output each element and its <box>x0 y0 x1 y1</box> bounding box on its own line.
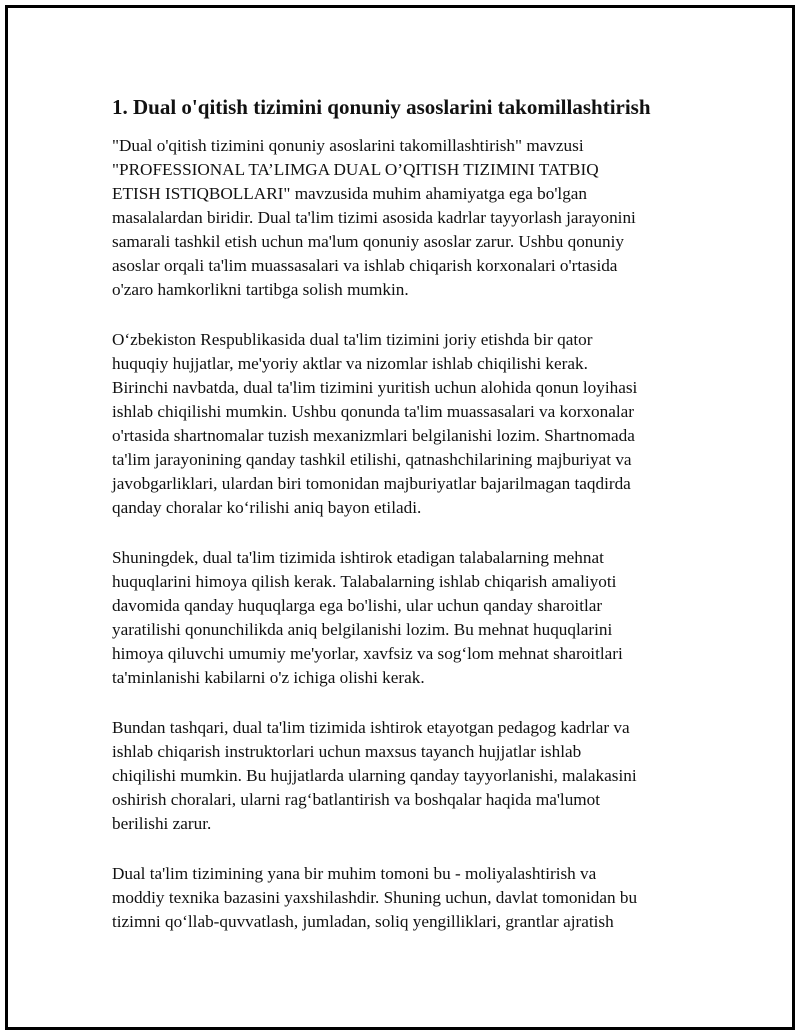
text-line: huquqlarini himoya qilish kerak. Talabalarning ishlab chiqarish amaliyoti <box>112 572 617 591</box>
paragraph-3 <box>112 546 702 690</box>
text-line: ishlab chiqarish instruktorlari uchun maxsus tayanch hujjatlar ishlab <box>112 742 582 761</box>
paragraph-1 <box>112 134 702 302</box>
text-line: Birinchi navbatda, dual ta'lim tizimini yuritish uchun alohida qonun loyihasi <box>112 378 638 397</box>
text-line: ETISH ISTIQBOLLARI" mavzusida muhim ahamiyatga ega bo'lgan <box>112 184 588 203</box>
text-line: O‘zbekiston Respublikasida dual ta'lim tizimini joriy etishda bir qator <box>112 330 593 349</box>
text-line: huquqiy hujjatlar, me'yoriy aktlar va nizomlar ishlab chiqilishi kerak. <box>112 354 588 373</box>
text-line: yaratilishi qonunchilikda aniq belgilanishi lozim. Bu mehnat huquqlarini <box>112 620 613 639</box>
text-line: qanday choralar ko‘rilishi aniq bayon etiladi. <box>112 498 422 517</box>
text-line: Bundan tashqari, dual ta'lim tizimida ishtirok etayotgan pedagog kadrlar va <box>112 718 630 737</box>
text-line: masalalardan biridir. Dual ta'lim tizimi asosida kadrlar tayyorlash jarayonini <box>112 208 636 227</box>
text-line: Shuningdek, dual ta'lim tizimida ishtirok etadigan talabalarning mehnat <box>112 548 604 567</box>
text-line: berilishi zarur. <box>112 814 212 833</box>
paragraph-5 <box>112 862 702 934</box>
text-line: oshirish choralari, ularni rag‘batlantirish va boshqalar haqida ma'lumot <box>112 790 601 809</box>
text-line: samarali tashkil etish uchun ma'lum qonuniy asoslar zarur. Ushbu qonuniy <box>112 232 624 251</box>
text-line: o'rtasida shartnomalar tuzish mexanizmlari belgilanishi lozim. Shartnomada <box>112 426 635 445</box>
text-line: "Dual o'qitish tizimini qonuniy asoslarini takomillashtirish" mavzusi <box>112 136 584 155</box>
text-line: davomida qanday huquqlarga ega bo'lishi, ular uchun qanday sharoitlar <box>112 596 603 615</box>
text-line: "PROFESSIONAL TA’LIMGA DUAL O’QITISH TIZIMINI TATBIQ <box>112 160 599 179</box>
text-line: moddiy texnika bazasini yaxshilashdir. Shuning uchun, davlat tomonidan bu <box>112 888 638 907</box>
document-content <box>112 94 702 960</box>
text-line: ishlab chiqilishi mumkin. Ushbu qonunda ta'lim muassasalari va korxonalar <box>112 402 634 421</box>
text-line: Dual ta'lim tizimining yana bir muhim tomoni bu - moliyalashtirish va <box>112 864 597 883</box>
text-line: javobgarliklari, ulardan biri tomonidan majburiyatlar bajarilmagan taqdirda <box>112 474 631 493</box>
text-line: ta'minlanishi kabilarni o'z ichiga olishi kerak. <box>112 668 425 687</box>
document-title: 1. Dual o'qitish tizimini qonuniy asoslarini takomillashtirish <box>112 95 651 119</box>
text-line: o'zaro hamkorlikni tartibga solish mumkin. <box>112 280 409 299</box>
paragraph-2 <box>112 328 702 520</box>
text-line: asoslar orqali ta'lim muassasalari va ishlab chiqarish korxonalari o'rtasida <box>112 256 618 275</box>
paragraph-4 <box>112 716 702 836</box>
text-line: chiqilishi mumkin. Bu hujjatlarda ularning qanday tayyorlanishi, malakasini <box>112 766 637 785</box>
text-line: tizimni qo‘llab-quvvatlash, jumladan, soliq yengilliklari, grantlar ajratish <box>112 912 614 931</box>
text-line: ta'lim jarayonining qanday tashkil etilishi, qatnashchilarining majburiyat va <box>112 450 632 469</box>
text-line: himoya qiluvchi umumiy me'yorlar, xavfsiz va sog‘lom mehnat sharoitlari <box>112 644 623 663</box>
